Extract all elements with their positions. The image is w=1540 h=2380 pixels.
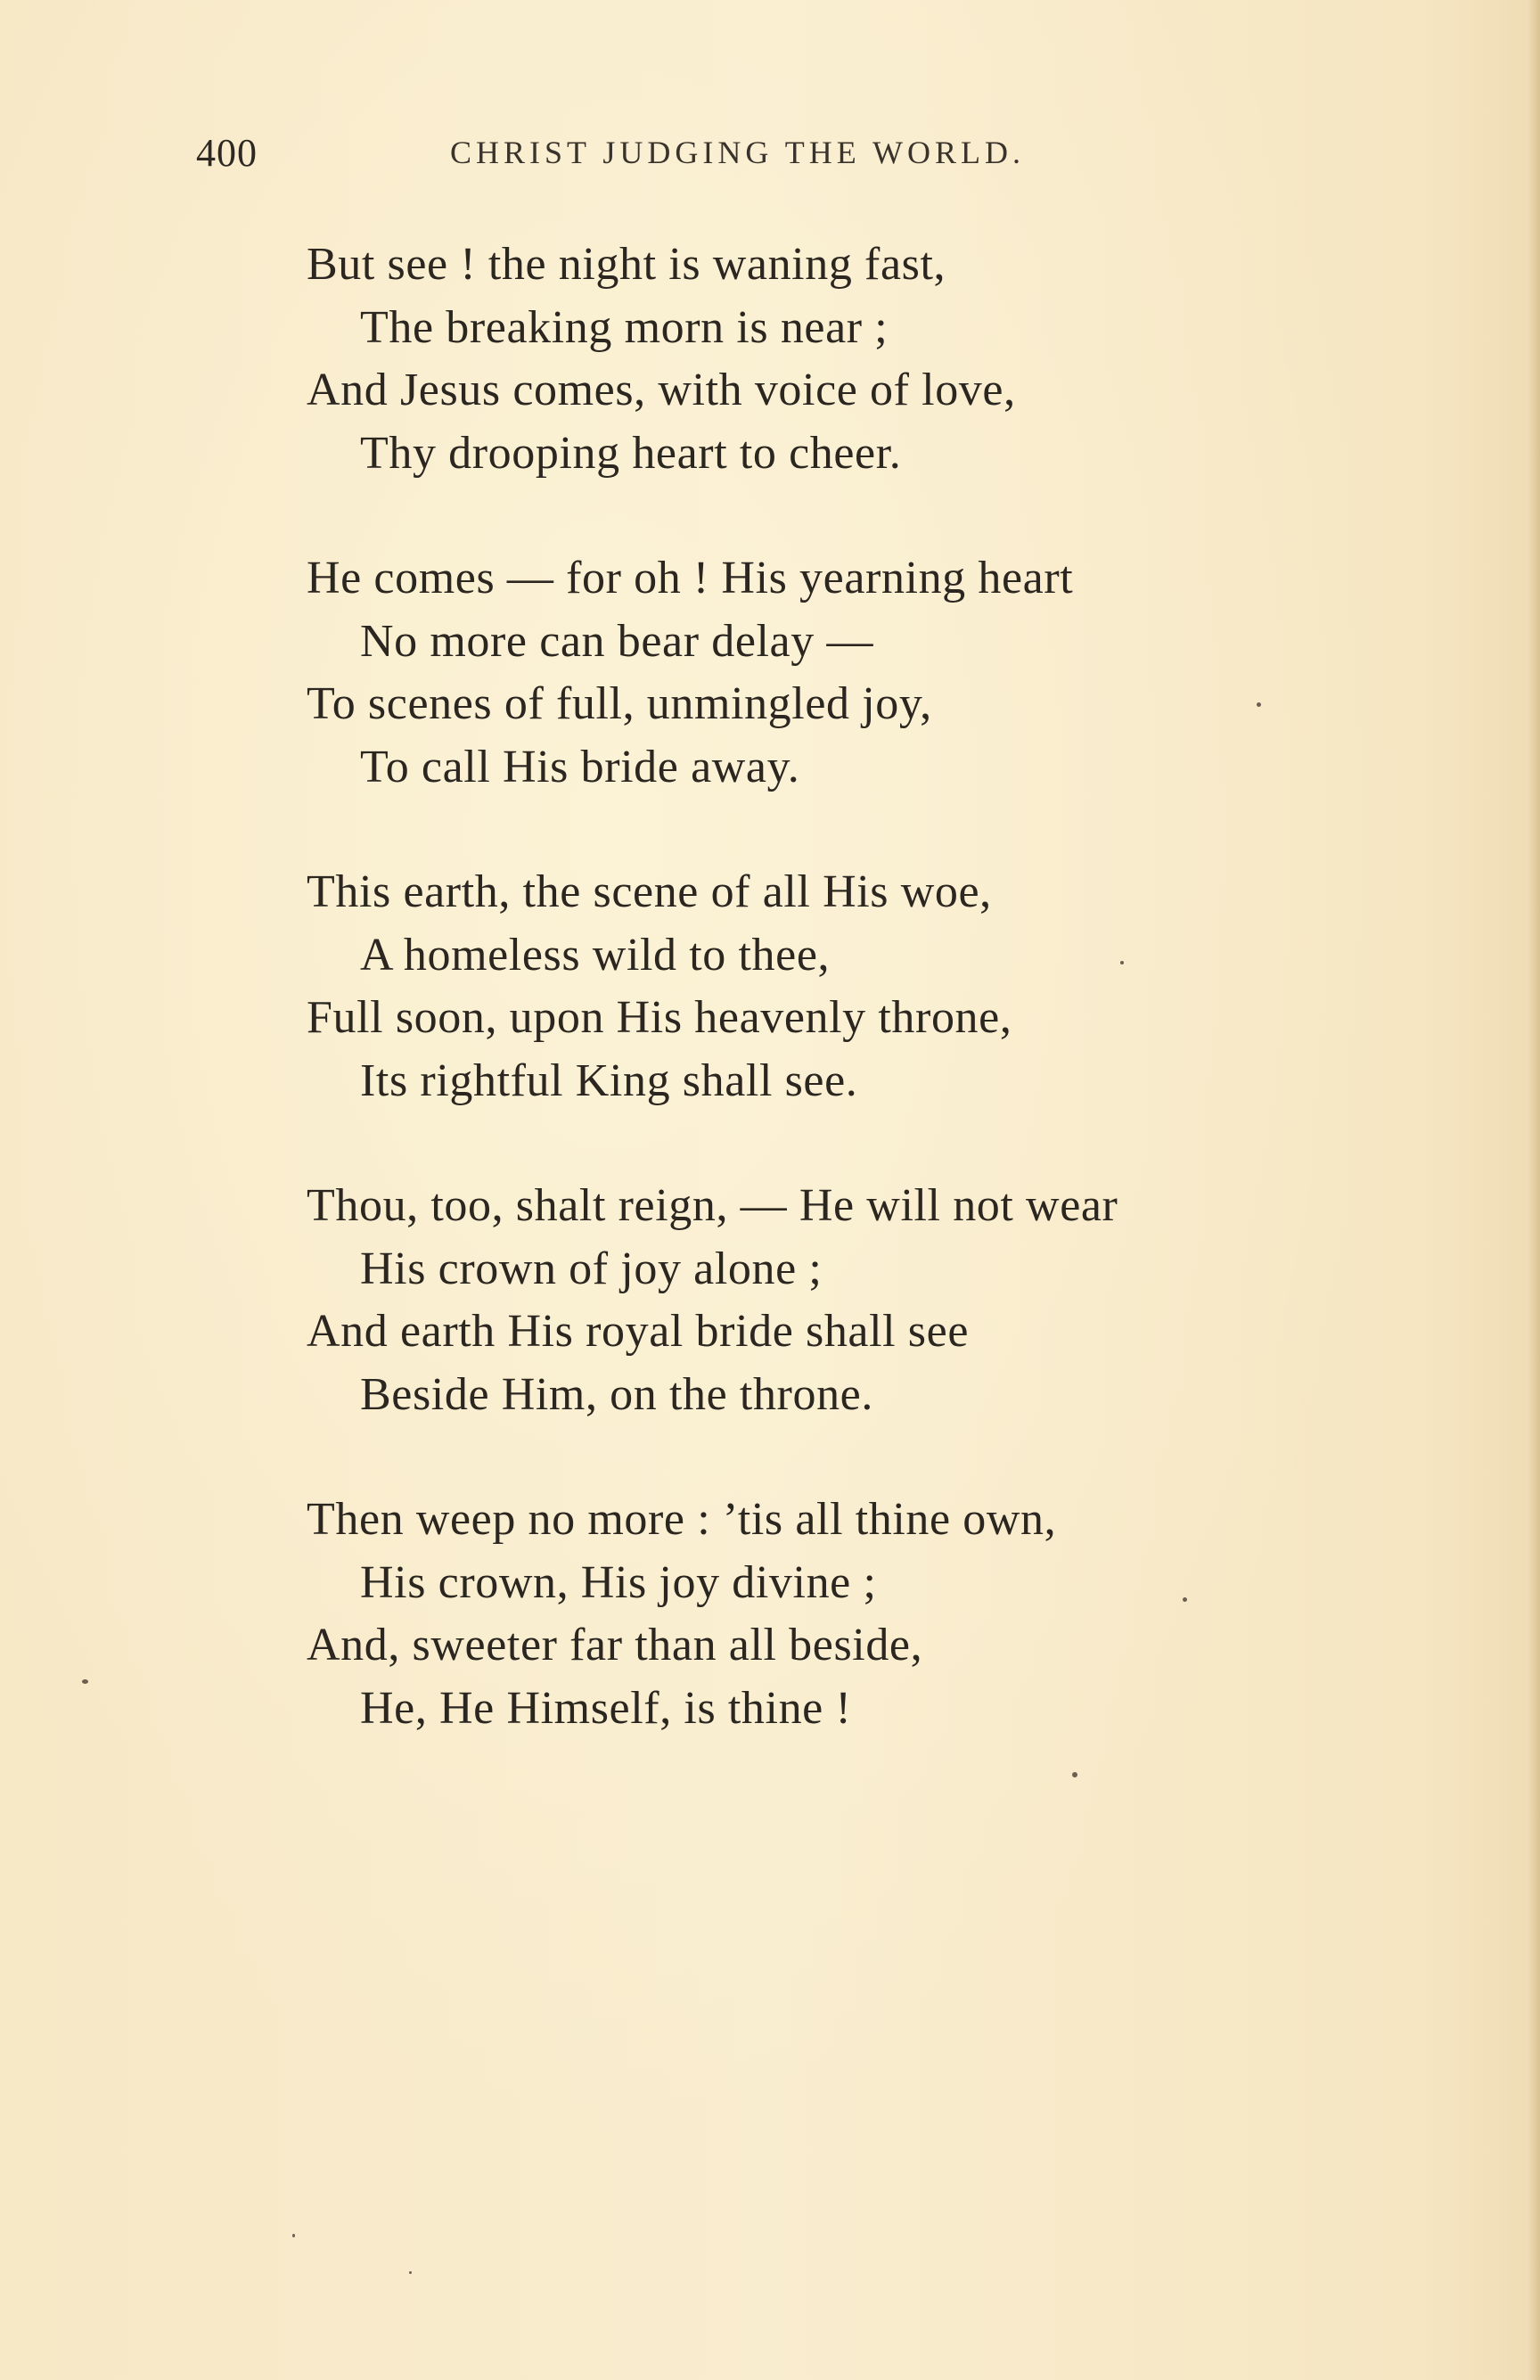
- stanza-5: [307, 1489, 1376, 1740]
- poem-line: His crown, His joy divine ;: [360, 1556, 877, 1608]
- scan-speck: [1257, 702, 1261, 707]
- poem-line: And Jesus comes, with voice of love,: [307, 365, 1016, 415]
- scan-speck: [1183, 1597, 1187, 1602]
- running-title: CHRIST JUDGING THE WORLD.: [450, 135, 1026, 170]
- poem-line: But see ! the night is waning fast,: [307, 239, 946, 290]
- scan-speck: [1120, 961, 1124, 964]
- poem-line: This earth, the scene of all His woe,: [307, 866, 992, 917]
- scan-speck: [409, 2271, 412, 2274]
- poem-line: To scenes of full, unmingled joy,: [307, 678, 932, 729]
- poem-line: Full soon, upon His heavenly throne,: [307, 992, 1012, 1043]
- scan-speck: [1072, 1772, 1077, 1777]
- stanza-3: [307, 861, 1376, 1112]
- poem-line: Then weep no more : ’tis all thine own,: [307, 1494, 1057, 1545]
- stanza-1: [307, 234, 1376, 485]
- poem-line: He comes — for oh ! His yearning heart: [307, 553, 1074, 603]
- poem-line: Its rightful King shall see.: [360, 1055, 858, 1106]
- poem-line: The breaking morn is near ;: [360, 301, 889, 353]
- page-header: [196, 130, 1176, 184]
- page-number: 400: [196, 131, 258, 175]
- stanza-4: [307, 1175, 1376, 1426]
- poem-line: No more can bear delay —: [360, 615, 874, 667]
- stanza-2: [307, 547, 1376, 799]
- scan-speck: [82, 1679, 88, 1684]
- scan-speck: [292, 2234, 295, 2237]
- poem: [307, 234, 1376, 1802]
- poem-line: His crown of joy alone ;: [360, 1243, 823, 1294]
- poem-line: And earth His royal bride shall see: [307, 1306, 970, 1357]
- poem-line: And, sweeter far than all beside,: [307, 1620, 923, 1670]
- poem-line: He, He Himself, is thine !: [360, 1682, 852, 1734]
- page-edge-shadow: [1528, 0, 1540, 2380]
- poem-line: To call His bride away.: [360, 741, 800, 792]
- poem-line: Thou, too, shalt reign, — He will not wear: [307, 1180, 1118, 1231]
- poem-line: A homeless wild to thee,: [360, 929, 831, 981]
- poem-line: Thy drooping heart to cheer.: [360, 427, 902, 479]
- poem-line: Beside Him, on the throne.: [360, 1368, 873, 1420]
